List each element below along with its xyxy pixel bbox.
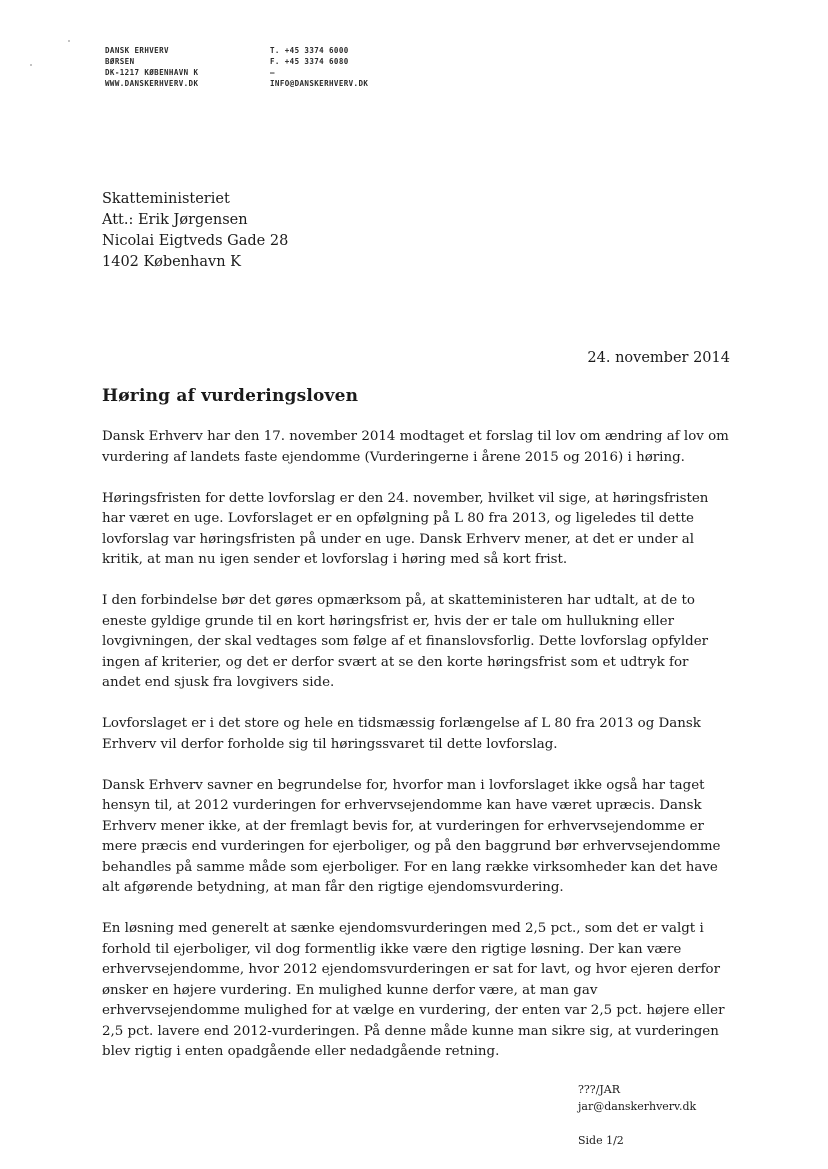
letterhead-email: INFO@DANSKERHVERV.DK	[270, 79, 369, 88]
recipient-line: Skatteministeriet	[102, 191, 230, 207]
recipient-line: Nicolai Eigtveds Gade 28	[102, 233, 289, 249]
recipient-line: Att.: Erik Jørgensen	[102, 212, 248, 228]
scan-speck	[68, 40, 70, 42]
body-paragraph: En løsning med generelt at sænke ejendomsvurderingen med 2,5 pct., som det er valgt i forhold til ejerboliger, vil dog formentlig ikke være den rigtige løsning. Der kan være erhvervsejendomme, hvor 2012 ejendomsvurderingen er sat for lavt, og hvor ejeren derfor ønsker en højere vurdering. En mulighed kunne derfor være, at man gav erhvervsejendomme mulighed for at vælge en vurdering, der enten var 2,5 pct. højere eller 2,5 pct. lavere end 2012-vurderingen. På denne måde kunne man sikre sig, at vurderingen blev rigtig i enten opadgående eller nedadgående retning.	[102, 921, 725, 1059]
letter-footer	[578, 1081, 696, 1149]
body-paragraph: Dansk Erhverv har den 17. november 2014 modtaget et forslag til lov om ændring af lov om vurdering af landets faste ejendomme (Vurderingerne i årene 2015 og 2016) i høring.	[102, 429, 729, 465]
body-paragraph: Lovforslaget er i det store og hele en tidsmæssig forlængelse af L 80 fra 2013 og Dansk Erhverv vil derfor forholde sig til høringssvaret til dette lovforslag.	[102, 716, 701, 752]
letterhead-building: BØRSEN	[105, 57, 135, 66]
body-paragraph: I den forbindelse bør det gøres opmærksom på, at skatteministeren har udtalt, at de to eneste gyldige grunde til en kort høringsfrist er, hvis der er tale om hullukning eller lovgivningen, der skal vedtages som følge af et finanslovsforlig. Dette lovforslag opfylder ingen af kriterier, og det er derfor svært at se den korte høringsfrist som et udtryk for andet end sjusk fra lovgivers side.	[102, 593, 709, 690]
body-paragraph: Dansk Erhverv savner en begrundelse for, hvorfor man i lovforslaget ikke også har taget hensyn til, at 2012 vurderingen for erhvervsejendomme kan have været upræcis. Dansk Erhverv mener ikke, at der fremlagt bevis for, at vurderingen for erhvervsejendomme er mere præcis end vurderingen for ejerboliger, og på den baggrund bør erhvervsejendomme behandles på samme måde som ejerboliger. For en lang række virksomheder kan det have alt afgørende betydning, at man får den rigtige ejendomsvurdering.	[102, 777, 721, 895]
page-number: Side 1/2	[578, 1134, 624, 1147]
letterhead-city: DK-1217 KØBENHAVN K	[105, 68, 199, 77]
body-paragraph: Høringsfristen for dette lovforslag er den 24. november, hvilket vil sige, at høringsfristen har været en uge. Lovforslaget er en opfølgning på L 80 fra 2013, og ligeledes til dette lovforslag var høringsfristen på under en uge. Dansk Erhverv mener, at det er under al kritik, at man nu igen sender et lovforslag i høring med så kort frist.	[102, 490, 709, 567]
letterhead-contact	[270, 45, 368, 89]
letterhead-website: WWW.DANSKERHVERV.DK	[105, 79, 199, 88]
recipient-address	[102, 189, 288, 273]
footer-reference: ???/JAR	[578, 1083, 621, 1096]
letterhead-address	[105, 45, 198, 89]
letter-date: 24. november 2014	[587, 350, 730, 366]
footer-email: jar@danskerhverv.dk	[578, 1100, 697, 1113]
letter-title: Høring af vurderingsloven	[102, 386, 359, 406]
recipient-line: 1402 København K	[102, 254, 241, 270]
letterhead-dash: –	[270, 68, 275, 77]
scan-speck	[30, 64, 32, 66]
letterhead-fax: F. +45 3374 6080	[270, 57, 349, 66]
letter-body	[102, 427, 730, 1083]
letterhead-company: DANSK ERHVERV	[105, 46, 169, 55]
letterhead-phone: T. +45 3374 6000	[270, 46, 349, 55]
